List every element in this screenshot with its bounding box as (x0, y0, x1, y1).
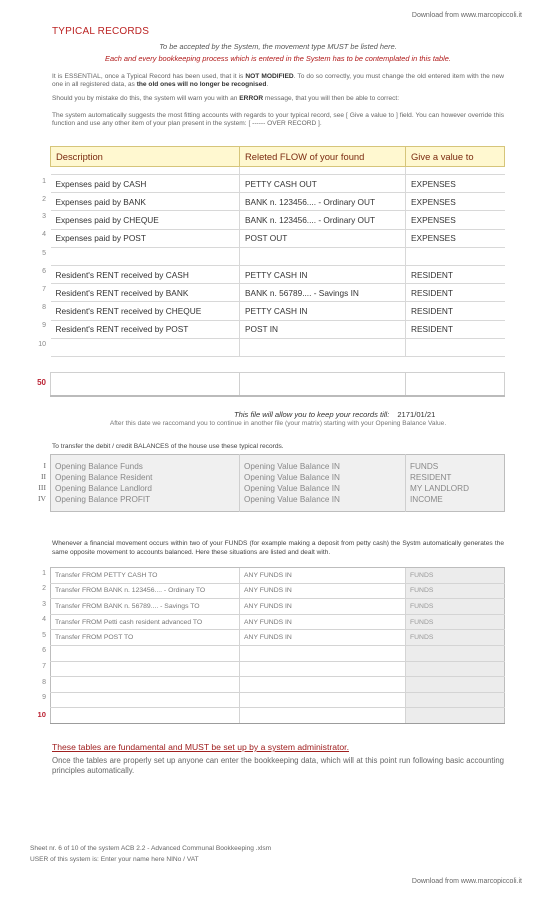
cell-value: FUNDS (406, 583, 505, 599)
records-last-row[interactable] (50, 372, 505, 397)
roman-row-number: I (43, 461, 46, 470)
cell-flow: Opening Value Balance IN (240, 472, 406, 483)
cell-flow[interactable] (240, 247, 406, 265)
cell-description[interactable]: Resident's RENT received by CHEQUE (51, 302, 240, 320)
row-number: 8 (42, 304, 46, 311)
fundamental-note: These tables are fundamental and MUST be set up by a system administrator. (52, 742, 349, 752)
cell-value: RESIDENT (406, 472, 505, 483)
row-number: 1 (42, 178, 46, 185)
row-number: 4 (42, 231, 46, 238)
page-title: TYPICAL RECORDS (52, 26, 150, 37)
row-number: 8 (42, 679, 46, 686)
cell-flow[interactable]: ANY FUNDS IN (240, 583, 406, 599)
download-link-top[interactable]: Download from www.marcopiccoli.it (411, 12, 522, 19)
cell-description[interactable] (51, 247, 240, 265)
cell-flow[interactable]: ANY FUNDS IN (240, 630, 406, 646)
row-number: 5 (42, 632, 46, 639)
cell-flow[interactable] (240, 661, 406, 677)
transfer-balances-note: To transfer the debit / credit BALANCES of the house use these typical records. (52, 443, 284, 450)
cell-flow: Opening Value Balance IN (240, 494, 406, 512)
cell-value[interactable] (406, 338, 505, 356)
footer-user-info: USER of this system is: Enter your name here NINo / VAT (30, 856, 199, 863)
cell-value (406, 692, 505, 708)
row-number: 5 (42, 250, 46, 257)
table-row[interactable] (51, 229, 505, 247)
table-row[interactable] (51, 568, 505, 584)
row-number: 3 (42, 213, 46, 220)
cell-description[interactable] (51, 661, 240, 677)
table-header-row (51, 147, 505, 167)
row-number: 6 (42, 268, 46, 275)
table-row[interactable] (51, 645, 505, 661)
cell-value: FUNDS (406, 568, 505, 584)
cell-description: Opening Balance Landlord (55, 484, 152, 493)
row-number: 1 (42, 570, 46, 577)
cell-description[interactable] (51, 692, 240, 708)
table-row[interactable] (51, 661, 505, 677)
column-header-value: Give a value to (406, 147, 505, 167)
row-number: 6 (42, 647, 46, 654)
cell-description[interactable]: Resident's RENT received by POST (51, 320, 240, 338)
table-row[interactable] (51, 284, 505, 302)
row-number-last: 10 (37, 710, 46, 719)
column-header-description: Description (51, 147, 240, 167)
file-validity-note: After this date we raccomand you to continue in another file (your matrix) starting with your Opening Balance Value. (109, 420, 447, 427)
cell-flow[interactable]: PETTY CASH IN (240, 265, 406, 283)
row-number: 2 (42, 196, 46, 203)
cell-flow: Opening Value Balance IN (240, 483, 406, 494)
cell-description[interactable]: Expenses paid by BANK (51, 193, 240, 211)
fund-transfers-table (50, 567, 505, 724)
table-row[interactable] (51, 708, 505, 724)
row-number-last: 50 (37, 378, 46, 387)
cell-description[interactable] (51, 677, 240, 693)
table-row[interactable] (51, 175, 505, 193)
table-row[interactable] (51, 583, 505, 599)
cell-value[interactable]: RESIDENT (406, 302, 505, 320)
cell-description[interactable] (51, 373, 240, 397)
cell-value[interactable] (406, 373, 505, 397)
error-paragraph: Should you by mistake do this, the system will warn you with an ERROR message, that you will then be able to correct: (52, 95, 400, 102)
intro-line-2: Each and every bookkeeping process which is entered in the System has to be contemplated in this table. (105, 54, 451, 63)
cell-value: INCOME (406, 494, 505, 512)
table-row[interactable] (51, 193, 505, 211)
cell-value: FUNDS (406, 614, 505, 630)
cell-description[interactable] (51, 338, 240, 356)
table-row[interactable] (51, 265, 505, 283)
table-row[interactable] (51, 320, 505, 338)
cell-flow[interactable] (240, 338, 406, 356)
cell-description[interactable]: Resident's RENT received by CASH (51, 265, 240, 283)
table-row[interactable] (51, 211, 505, 229)
roman-row-number: III (38, 483, 46, 492)
row-number: 3 (42, 601, 46, 608)
cell-description[interactable]: Transfer FROM BANK n. 56789.... - Savings TO (51, 599, 240, 615)
suggestion-paragraph: The system automatically suggests the most fitting accounts with regards to your typical record, see [ Give a value to ] field. You can however override this function and use any other item of your plan present in the system: [ ------ OVER RECORD ]. (52, 112, 504, 128)
cell-description[interactable]: Resident's RENT received by BANK (51, 284, 240, 302)
cell-description[interactable]: Transfer FROM PETTY CASH TO (51, 568, 240, 584)
cell-description: Opening Balance Resident (55, 473, 153, 482)
cell-value: FUNDS (406, 455, 505, 473)
cell-flow[interactable]: ANY FUNDS IN (240, 599, 406, 615)
cell-flow[interactable]: ANY FUNDS IN (240, 614, 406, 630)
cell-value[interactable]: RESIDENT (406, 284, 505, 302)
table-row (51, 494, 505, 512)
table-row[interactable] (51, 692, 505, 708)
table-row[interactable] (51, 247, 505, 265)
row-number: 10 (38, 341, 46, 348)
cell-value[interactable]: EXPENSES (406, 193, 505, 211)
footer-sheet-info: Sheet nr. 6 of 10 of the system ACB 2.2 - Advanced Communal Bookkeeping .xlsm (30, 845, 272, 852)
typical-records-table (50, 146, 505, 357)
movement-note: Whenever a financial movement occurs within two of your FUNDS (for example making a deposit from petty cash) the Systm automatically generates the same opposite movement to accounts balanced. Here these situations are listed and dealt with. (52, 540, 504, 556)
download-link-bottom[interactable]: Download from www.marcopiccoli.it (411, 878, 522, 885)
cell-flow[interactable]: ANY FUNDS IN (240, 568, 406, 584)
cell-description: Opening Balance Funds (55, 462, 143, 471)
roman-row-number: IV (37, 494, 46, 503)
cell-flow[interactable] (240, 373, 406, 397)
row-number: 7 (42, 663, 46, 670)
table-row (51, 455, 505, 473)
cell-value: FUNDS (406, 599, 505, 615)
cell-value[interactable]: EXPENSES (406, 211, 505, 229)
cell-description[interactable]: Expenses paid by CHEQUE (51, 211, 240, 229)
cell-description[interactable]: Expenses paid by CASH (51, 175, 240, 193)
table-row (51, 472, 505, 483)
cell-value[interactable]: EXPENSES (406, 229, 505, 247)
cell-value (406, 645, 505, 661)
closing-paragraph: Once the tables are properly set up anyone can enter the bookkeeping data, which will at this point run following basic accounting principles automatically. (52, 756, 504, 776)
file-validity-line: This file will allow you to keep your records till: 2171/01/21 (234, 410, 436, 419)
cell-flow[interactable]: BANK n. 123456.... - Ordinary OUT (240, 193, 406, 211)
table-row[interactable] (51, 302, 505, 320)
cell-flow[interactable]: POST IN (240, 320, 406, 338)
cell-description[interactable]: Expenses paid by POST (51, 229, 240, 247)
essential-paragraph: It is ESSENTIAL, once a Typical Record has been used, that it is NOT MODIFIED. To do so correctly, you must change the old entered item with the new one in all registered data, as the old ones will no longer be recognised. (52, 73, 504, 89)
row-number: 7 (42, 286, 46, 293)
row-number: 2 (42, 585, 46, 592)
cell-flow[interactable] (240, 645, 406, 661)
file-validity-date: 2171/01/21 (397, 410, 436, 419)
row-number: 9 (42, 322, 46, 329)
cell-value (406, 661, 505, 677)
cell-flow[interactable] (240, 677, 406, 693)
cell-flow[interactable]: POST OUT (240, 229, 406, 247)
table-row[interactable] (51, 373, 505, 397)
cell-value[interactable]: EXPENSES (406, 175, 505, 193)
cell-flow[interactable] (240, 708, 406, 724)
cell-value[interactable]: RESIDENT (406, 265, 505, 283)
cell-value: MY LANDLORD (406, 483, 505, 494)
cell-flow[interactable]: BANK n. 56789.... - Savings IN (240, 284, 406, 302)
table-row[interactable] (51, 630, 505, 646)
table-row[interactable] (51, 614, 505, 630)
table-row[interactable] (51, 677, 505, 693)
table-row (51, 483, 505, 494)
cell-flow[interactable]: PETTY CASH IN (240, 302, 406, 320)
cell-description: Opening Balance PROFIT (55, 495, 151, 504)
column-header-flow: Releted FLOW of your found (240, 147, 406, 167)
cell-description[interactable]: Transfer FROM Petti cash resident advanced TO (51, 614, 240, 630)
spacer-row (51, 167, 505, 175)
cell-value (406, 708, 505, 724)
cell-value: FUNDS (406, 630, 505, 646)
roman-row-number: II (40, 472, 46, 481)
cell-value (406, 677, 505, 693)
cell-flow[interactable]: PETTY CASH OUT (240, 175, 406, 193)
intro-line-1: To be accepted by the System, the movement type MUST be listed here. (159, 42, 397, 51)
table-row[interactable] (51, 338, 505, 356)
cell-flow[interactable] (240, 692, 406, 708)
cell-description[interactable] (51, 645, 240, 661)
cell-description[interactable] (51, 708, 240, 724)
row-number: 4 (42, 616, 46, 623)
table-row[interactable] (51, 599, 505, 615)
cell-value[interactable]: RESIDENT (406, 320, 505, 338)
cell-flow[interactable]: BANK n. 123456.... - Ordinary OUT (240, 211, 406, 229)
cell-description[interactable]: Transfer FROM BANK n. 123456.... - Ordinary TO (51, 583, 240, 599)
cell-flow: Opening Value Balance IN (240, 455, 406, 473)
row-number: 9 (42, 694, 46, 701)
cell-description[interactable]: Transfer FROM POST TO (51, 630, 240, 646)
cell-value[interactable] (406, 247, 505, 265)
opening-balance-table (50, 454, 505, 512)
